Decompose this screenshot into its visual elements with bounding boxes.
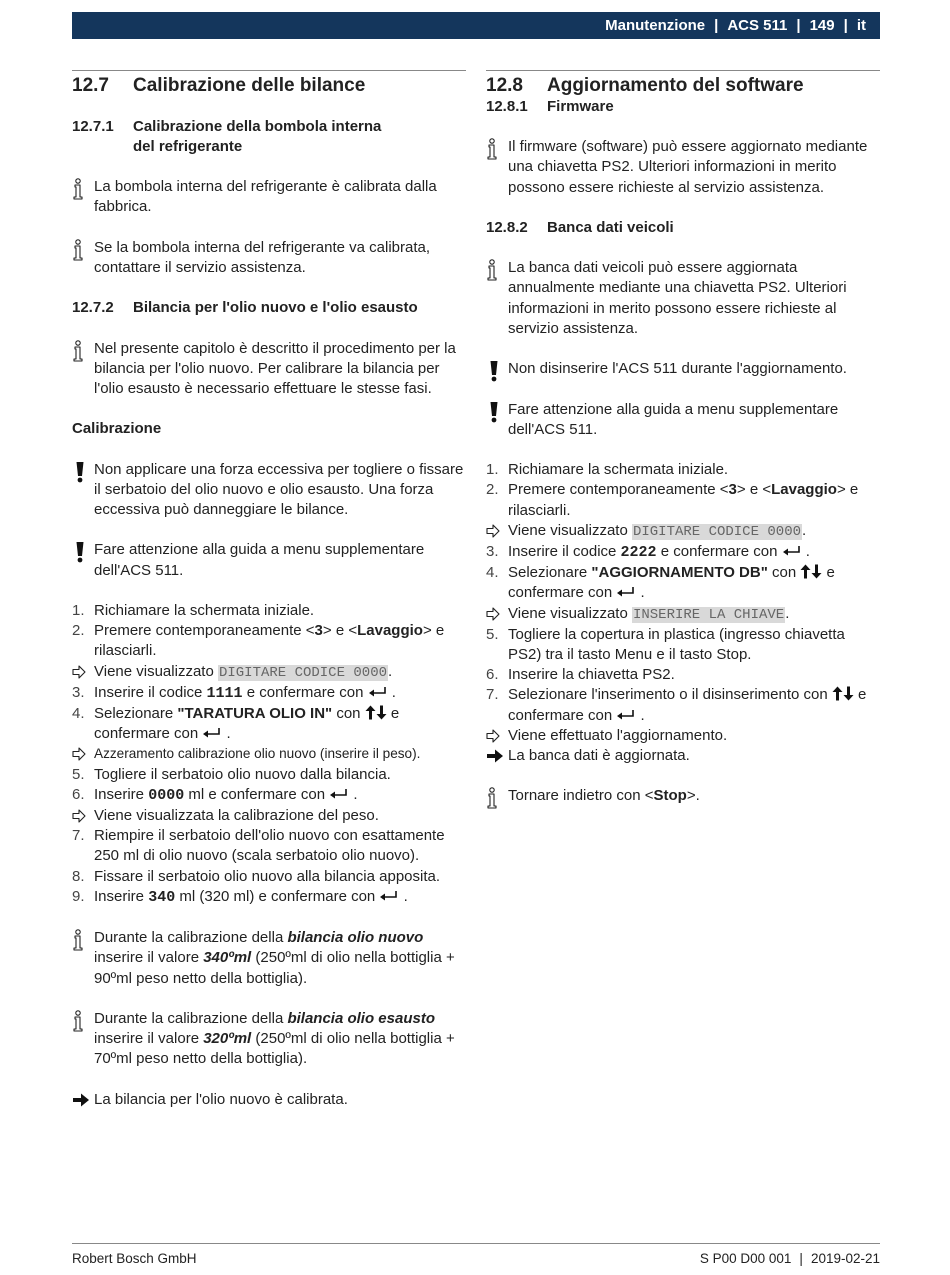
list-item: 3. Inserire il codice 2222 e confermare con . — [486, 542, 810, 561]
info-note: Tornare indietro con <Stop>. — [486, 786, 880, 806]
header-section: Manutenzione — [605, 17, 706, 34]
info-icon — [72, 340, 88, 362]
enter-key-icon — [202, 727, 222, 739]
hollow-arrow-icon — [72, 662, 86, 682]
arrow-down-icon — [843, 686, 854, 701]
arrow-down-icon — [376, 705, 387, 720]
result-line: Viene visualizzata la calibrazione del peso. — [72, 806, 466, 826]
list-item: 6. Inserire 0000 ml e confermare con . — [72, 785, 358, 804]
heading-12-8-2: 12.8.2 Banca dati veicoli — [486, 218, 674, 236]
filled-arrow-icon — [72, 1092, 90, 1108]
heading-12-7-2: 12.7.2 Bilancia per l'olio nuovo e l'olio esausto — [72, 299, 418, 317]
arrow-up-icon — [832, 686, 843, 701]
filled-arrow-icon — [486, 748, 504, 764]
list-item: 1. Richiamare la schermata iniziale. — [486, 461, 729, 479]
enter-key-icon — [329, 788, 349, 800]
list-item: 9. Inserire 340 ml (320 ml) e confermare con . — [72, 887, 408, 906]
list-item: 3. Inserire il codice 1111 e confermare con . — [72, 683, 396, 702]
arrow-up-icon — [365, 705, 376, 720]
info-icon — [486, 138, 502, 160]
footer-date: 2019-02-21 — [810, 1251, 880, 1266]
list-item: 4. Selezionare "AGGIORNAMENTO DB" con e confermare con . — [486, 564, 835, 602]
info-icon — [72, 1010, 88, 1032]
info-icon — [72, 929, 88, 951]
warning-note: Non applicare una forza eccessiva per togliere o fissare il serbatoio del olio nuovo e olio esausto. Una forza eccessiva può danneggiare le bilance. — [72, 460, 466, 521]
left-column — [72, 70, 466, 1110]
footer-doc-info: S P00 D00 001 | 2019-02-21 — [699, 1251, 880, 1266]
heading-12-8: 12.8 Aggiornamento del software — [486, 75, 804, 96]
result-line: Azzeramento calibrazione olio nuovo (inserire il peso). — [72, 744, 466, 764]
heading-12-7: 12.7 Calibrazione delle bilance — [72, 75, 366, 96]
procedure-steps — [72, 601, 466, 908]
hollow-arrow-icon — [486, 521, 500, 541]
section-rule — [72, 70, 466, 71]
info-note: Se la bombola interna del refrigerante va calibrata, contattare il servizio assistenza. — [72, 238, 466, 278]
hollow-arrow-icon — [72, 744, 86, 764]
info-note: Nel presente capitolo è descritto il procedimento per la bilancia per l'olio nuovo. Per calibrare la bilancia per l'olio esausto è necessario effettuare le stesse fasi. — [72, 339, 466, 400]
heading-12-7-1: 12.7.1 Calibrazione della bombola interna del refrigerante — [72, 118, 382, 155]
procedure-steps — [486, 460, 880, 746]
footer-doc-number: S P00 D00 001 — [699, 1251, 792, 1266]
exclamation-icon — [72, 461, 88, 483]
enter-key-icon — [368, 686, 388, 698]
final-result: La banca dati è aggiornata. — [486, 746, 880, 766]
section-rule — [486, 70, 880, 71]
warning-note: Fare attenzione alla guida a menu supplementare dell'ACS 511. — [72, 540, 466, 580]
heading-12-8-1: 12.8.1 Firmware — [486, 98, 614, 115]
info-note: Durante la calibrazione della bilancia olio esausto inserire il valore 320ºml (250ºml di olio nella bottiglia + 70ºml peso netto della bottiglia). — [72, 1009, 466, 1070]
enter-key-icon — [782, 545, 802, 557]
list-item: 1. Richiamare la schermata iniziale. — [72, 601, 315, 619]
result-line: Viene effettuato l'aggiornamento. — [486, 726, 880, 746]
list-item: 5. Togliere il serbatoio olio nuovo dalla bilancia. — [72, 765, 391, 783]
footer-rule — [72, 1243, 880, 1244]
footer-company: Robert Bosch GmbH — [72, 1251, 197, 1266]
list-item: 7. Riempire il serbatoio dell'olio nuovo con esattamente 250 ml di olio nuovo (scala serbatoio olio nuovo). — [72, 827, 445, 865]
info-note: La banca dati veicoli può essere aggiornata annualmente mediante una chiavetta PS2. Ulteriori informazioni in merito possono essere richieste al servizio assistenza. — [486, 258, 880, 339]
info-note: Durante la calibrazione della bilancia olio nuovo inserire il valore 340ºml (250ºml di olio nella bottiglia + 90ºml peso netto della bottiglia). — [72, 928, 466, 989]
info-icon — [486, 259, 502, 281]
warning-note: Non disinserire l'ACS 511 durante l'aggiornamento. — [486, 359, 880, 379]
heading-calibrazione: Calibrazione — [72, 420, 162, 438]
warning-note: Fare attenzione alla guida a menu supplementare dell'ACS 511. — [486, 400, 880, 440]
enter-key-icon — [616, 586, 636, 598]
right-column — [486, 70, 880, 807]
header-product: ACS 511 — [727, 17, 788, 34]
result-line: Viene visualizzato DIGITARE CODICE 0000. — [72, 662, 466, 683]
header-page-number: 149 — [809, 17, 835, 34]
info-icon — [72, 239, 88, 261]
header-language: it — [856, 17, 866, 34]
list-item: 5. Togliere la copertura in plastica (ingresso chiavetta PS2) tra il tasto Menu e il tasto Stop. — [486, 625, 845, 663]
info-icon — [72, 178, 88, 200]
hollow-arrow-icon — [486, 604, 500, 624]
result-line: Viene visualizzato INSERIRE LA CHIAVE. — [486, 604, 880, 625]
enter-key-icon — [616, 709, 636, 721]
list-item: 4. Selezionare "TARATURA OLIO IN" con e confermare con . — [72, 704, 400, 743]
exclamation-icon — [486, 401, 502, 423]
info-note: La bombola interna del refrigerante è calibrata dalla fabbrica. — [72, 177, 466, 217]
exclamation-icon — [486, 360, 502, 382]
result-line: Viene visualizzato DIGITARE CODICE 0000. — [486, 521, 880, 542]
arrow-down-icon — [811, 564, 822, 579]
hollow-arrow-icon — [72, 806, 86, 826]
info-note: Il firmware (software) può essere aggiornato mediante una chiavetta PS2. Ulteriori informazioni in merito possono essere richieste al servizio assistenza. — [486, 137, 880, 198]
header-bar: Manutenzione | ACS 511 | 149 | it — [72, 12, 880, 39]
arrow-up-icon — [800, 564, 811, 579]
final-result: La bilancia per l'olio nuovo è calibrata. — [72, 1090, 466, 1110]
hollow-arrow-icon — [486, 726, 500, 746]
info-icon — [486, 787, 502, 809]
enter-key-icon — [379, 890, 399, 902]
list-item: 2. Premere contemporaneamente <3> e <Lavaggio> e rilasciarli. — [486, 481, 859, 519]
exclamation-icon — [72, 541, 88, 563]
list-item: 8. Fissare il serbatoio olio nuovo alla bilancia apposita. — [72, 867, 441, 885]
list-item: 6. Inserire la chiavetta PS2. — [486, 666, 675, 684]
list-item: 2. Premere contemporaneamente <3> e <Lavaggio> e rilasciarli. — [72, 622, 445, 660]
list-item: 7. Selezionare l'inserimento o il disinserimento con e confermare con . — [486, 686, 867, 724]
